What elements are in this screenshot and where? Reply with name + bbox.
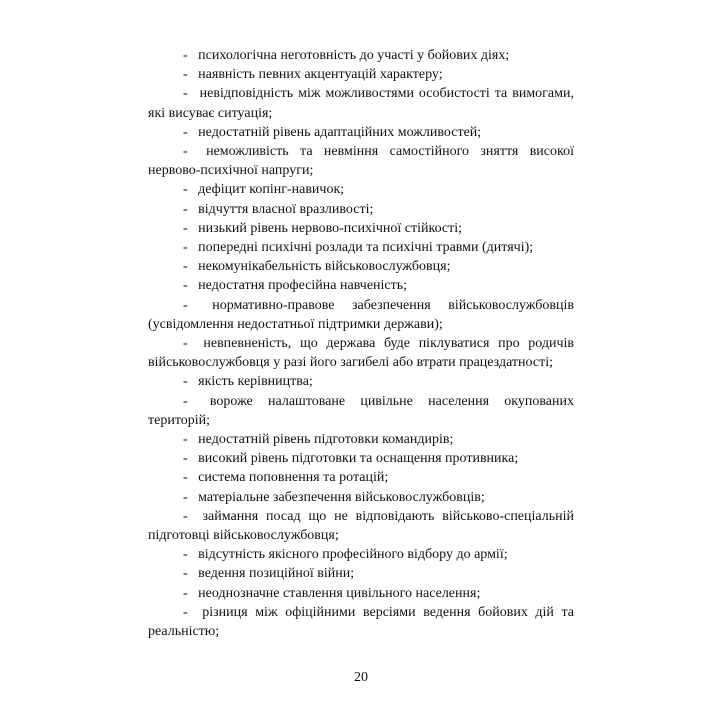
list-item bbox=[148, 603, 574, 641]
list-item-text: наявність певних акцентуацій характеру; bbox=[198, 67, 443, 83]
list-item-text: невідповідність між можливостями особистості та вимогами, які висуває ситуація; bbox=[148, 86, 574, 121]
page-number: 20 bbox=[354, 670, 368, 685]
list-item bbox=[148, 488, 574, 507]
list-item-text: якість керівництва; bbox=[198, 374, 313, 390]
bullet-dash: - bbox=[183, 374, 188, 390]
bullet-dash: - bbox=[183, 508, 188, 524]
list-item-text: невпевненість, що держава буде піклуватися про родичів військовослужбовця у разі його загибелі або втрати працездатності; bbox=[148, 336, 574, 371]
bullet-dash: - bbox=[183, 278, 188, 294]
bullet-dash: - bbox=[183, 585, 188, 601]
list-item-text: високий рівень підготовки та оснащення противника; bbox=[198, 451, 519, 467]
list-item bbox=[148, 142, 574, 180]
bullet-dash: - bbox=[183, 566, 188, 582]
bullet-dash: - bbox=[183, 201, 188, 217]
list bbox=[148, 46, 574, 641]
bullet-dash: - bbox=[183, 297, 188, 313]
list-item bbox=[148, 180, 574, 199]
list-item bbox=[148, 46, 574, 65]
list-item bbox=[148, 219, 574, 238]
bullet-dash: - bbox=[183, 489, 188, 505]
list-item-text: відчуття власної вразливості; bbox=[198, 201, 374, 217]
list-item-text: недостатня професійна навченість; bbox=[198, 278, 408, 294]
bullet-dash: - bbox=[183, 547, 188, 563]
list-item bbox=[148, 257, 574, 276]
list-item bbox=[148, 468, 574, 487]
list-item bbox=[148, 392, 574, 430]
list-item bbox=[148, 296, 574, 334]
bullet-dash: - bbox=[183, 604, 188, 620]
list-item bbox=[148, 334, 574, 372]
bullet-dash: - bbox=[183, 86, 188, 102]
list-item-text: різниця між офіційними версіями ведення бойових дій та реальністю; bbox=[148, 604, 575, 640]
bullet-dash: - bbox=[183, 182, 188, 198]
list-item bbox=[148, 584, 574, 603]
list-item bbox=[148, 84, 574, 122]
bullet-dash: - bbox=[183, 124, 188, 140]
list-item-text: система поповнення та ротацій; bbox=[198, 470, 389, 486]
bullet-dash: - bbox=[183, 470, 188, 486]
list-item bbox=[148, 507, 574, 545]
list-item bbox=[148, 276, 574, 295]
list-item-text: неможливість та невміння самостійного зняття високої нервово-психічної напруги; bbox=[148, 144, 574, 179]
list-item bbox=[148, 545, 574, 564]
bullet-dash: - bbox=[183, 240, 188, 256]
list-item-text: недостатній рівень підготовки командирів; bbox=[198, 432, 454, 448]
list-item bbox=[148, 238, 574, 257]
list-item bbox=[148, 449, 574, 468]
bullet-dash: - bbox=[183, 393, 188, 409]
bullet-dash: - bbox=[183, 220, 188, 236]
bullet-dash: - bbox=[183, 451, 188, 467]
list-item bbox=[148, 564, 574, 583]
list-item-text: недостатній рівень адаптаційних можливостей; bbox=[198, 124, 482, 140]
list-item-text: некомунікабельність військовослужбовця; bbox=[198, 259, 451, 275]
bullet-dash: - bbox=[183, 144, 188, 160]
bullet-dash: - bbox=[183, 48, 188, 63]
list-item bbox=[148, 430, 574, 449]
list-item-text: дефіцит копінг-навичок; bbox=[198, 182, 345, 198]
list-item-text: матеріальне забезпечення військовослужбовців; bbox=[198, 489, 485, 505]
bullet-dash: - bbox=[183, 67, 188, 83]
list-item-text: ведення позиційної війни; bbox=[198, 566, 355, 582]
list-item-text: займання посад що не відповідають військово-спеціальній підготовці військовослужбовця; bbox=[148, 508, 574, 544]
bullet-dash: - bbox=[183, 432, 188, 448]
list-item bbox=[148, 200, 574, 219]
list-item-text: нормативно-правове забезпечення військовослужбовців (усвідомлення недостатньої підтримки держави); bbox=[148, 297, 574, 332]
list-item-text: попередні психічні розлади та психічні травми (дитячі); bbox=[198, 240, 534, 256]
bullet-dash: - bbox=[183, 336, 188, 352]
list-item-text: вороже налаштоване цивільне населення окупованих територій; bbox=[148, 393, 574, 428]
list-item-text: неоднозначне ставлення цивільного населення; bbox=[198, 585, 481, 601]
list-item-text: психологічна неготовність до участі у бойових діях; bbox=[198, 48, 510, 63]
list-item-text: відсутність якісного професійного відбору до армії; bbox=[198, 547, 508, 563]
list-item bbox=[148, 65, 574, 84]
list-item bbox=[148, 123, 574, 142]
list-item bbox=[148, 372, 574, 391]
list-item-text: низький рівень нервово-психічної стійкості; bbox=[198, 220, 463, 236]
bullet-dash: - bbox=[183, 259, 188, 275]
